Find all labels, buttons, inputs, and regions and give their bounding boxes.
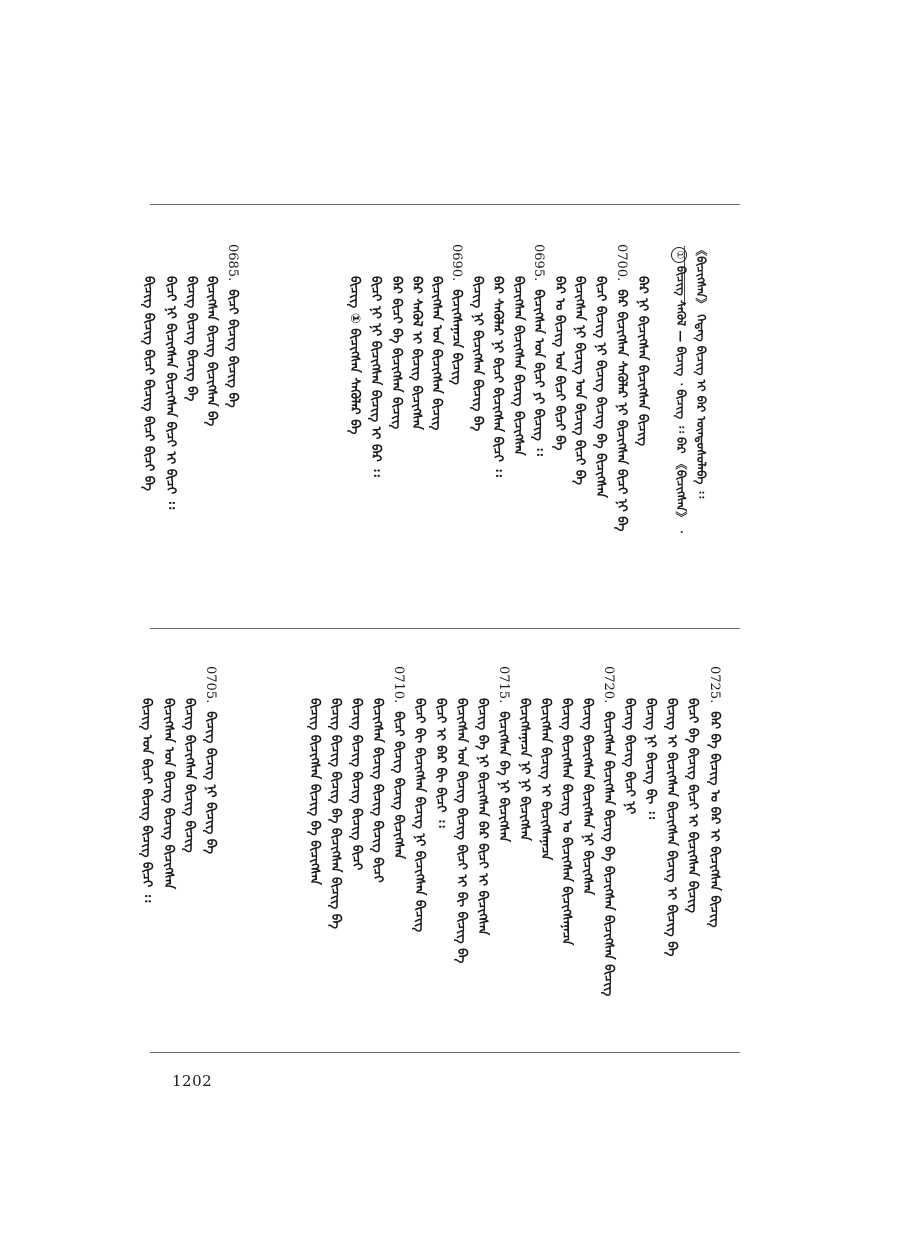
text-line (707, 666, 745, 928)
line-text: ᠪᠢᠴᠢᠭ ᠪᠡ ᠨᠢ ᠪᠢᠴᠢᠭᠰᠡᠨ ᠪᠠᠷ ᠪᠢᠴᠢ ᠢ ᠪᠢᠴᠢᠭᠰᠡᠨ (475, 698, 490, 936)
line-text: ᠪᠢᠴᠢᠭ ᠪᠢᠴᠢᠭ ᠪᠢᠴᠢ ᠪᠢᠴᠢᠭ ᠪᠢᠴᠢ ᠪᠢᠴᠢ ᠪᠡ (141, 276, 156, 491)
line-number: 0710. (391, 666, 406, 704)
line-text: ᠪᠢᠴᠢᠭ ① ᠪᠢᠴᠢᠭᠰᠡᠨ ᠰᠡᠭᠦᠯᠡᠷ ᠪᠡ (347, 276, 362, 435)
middle-rule (150, 628, 740, 629)
line-text: ᠪᠢᠴᠢᠭᠰᠡᠨ ᠪᠢᠴᠢᠭᠰᠡᠨ ᠪᠢᠴᠢᠭ ᠪᠡ ᠪᠢᠴᠢᠭᠰᠡᠨ ᠪᠢᠴᠢᠭᠰᠡᠨ ᠪᠢᠴᠢᠭ (601, 711, 616, 997)
line-text: ᠪᠢᠴᠢᠭᠰᠡᠨ ᠤᠨ ᠪᠢᠴᠢ ᠶᠢ ᠪᠢᠴᠢᠭ ᠄᠄ (531, 289, 546, 456)
line-number: 0705. (203, 666, 218, 704)
line-text: ᠪᠢᠴᠢᠭᠰᠡᠨ ᠤᠨ ᠪᠢᠴᠢᠭ ᠪᠢᠴᠢᠭ ᠪᠢᠴᠢᠭᠰᠡᠨ (161, 698, 176, 890)
line-text: ᠪᠢᠴᠢᠭ ᠪᠢᠴᠢᠭᠰᠡᠨ ᠪᠢᠴᠢᠭᠰᠡᠨ ᠨᠢ ᠪᠢᠴᠢᠭᠰᠡᠨ (580, 698, 595, 895)
line-text: ᠪᠢᠴᠢᠭᠰᠡᠨ ᠪᠢᠴᠢᠭ ᠢ ᠪᠢᠴᠢᠭᠰᠡᠨᠡᠴᠡ (538, 698, 553, 861)
footnote-text: ᠪᠢᠴᠢᠭ ᠰᠡᠭᠦᠯ — ᠪᠢᠴᠢᠭ ᠂ ᠪᠢᠴᠢᠭ ᠄᠄ ᠪᠠᠷ 《ᠪᠢᠴᠢᠭᠰᠡᠨ》 ᠂ (674, 266, 688, 533)
line-text: ᠪᠢᠴᠢᠭ ᠪᠢᠴᠢᠭᠰᠡᠨ ᠪᠢᠴᠢᠭ ᠪᠡ ᠪᠢᠴᠢᠭᠰᠡᠨ (307, 698, 322, 885)
line-text: ᠪᠢᠴᠢᠭ ᠪᠢᠴᠢᠭ ᠪᠢᠴᠢᠭ ᠪᠢᠴᠢᠭ ᠪᠢᠴᠢ (349, 698, 364, 871)
line-text: ᠪᠢᠴᠢ ᠪᠡ ᠪᠢᠴᠢᠭ ᠪᠢᠴᠢ ᠢ ᠪᠢᠴᠢᠭᠰᠡᠨ ᠪᠢᠴᠢᠭ (685, 698, 700, 913)
line-number: 0715. (496, 666, 511, 704)
line-text: ᠪᠢᠴᠢᠭᠰᠡᠨ ᠪᠢᠴᠢᠭ ᠪᠢᠴᠢᠭ ᠪᠢᠴᠢᠭ ᠪᠢᠴᠢ (370, 698, 385, 883)
line-text: ᠪᠢᠴᠢᠭ ᠨᠢ ᠪᠢᠴᠢᠭ ᠪᠢ ᠄᠄ (643, 698, 658, 820)
line-text: ᠪᠢᠴᠢᠭ ᠪᠢᠴᠢᠭ ᠪᠢᠴᠢᠭ ᠪᠡ ᠪᠢᠴᠢᠭᠰᠡᠨ ᠪᠢᠴᠢᠭ ᠪᠡ (328, 698, 343, 929)
line-number: 0700. (614, 244, 629, 282)
line-text: ᠪᠢᠴᠢ ᠪᠢ ᠪᠢᠴᠢᠭᠰᠡᠨ ᠪᠢᠴᠢᠭ ᠨᠢ ᠪᠢᠴᠢᠭᠰᠡᠨ ᠪᠢᠴᠢᠭ (412, 698, 427, 933)
line-number: 0695. (531, 244, 546, 282)
line-text: ᠪᠢᠴᠢᠭ ᠪᠢᠴᠢᠭᠰᠡᠨ ᠪᠢᠴᠢᠭ ᠤ ᠪᠢᠴᠢᠭᠰᠡᠨ ᠪᠢᠴᠢᠭᠰᠡᠨᠡᠴᠡ (559, 698, 574, 946)
line-text: ᠪᠠᠷ ᠰᠡᠭᠦᠯ ᠢ ᠪᠢᠴᠢᠭ ᠪᠢᠴᠢᠭᠰᠡᠨ (409, 276, 424, 430)
footnote-marker: ① (671, 247, 687, 263)
top-rule (150, 204, 740, 205)
line-text: ᠪᠠᠷ ᠪᠢᠴᠢ ᠪᠡ ᠪᠢᠴᠢᠭᠰᠡᠨ ᠪᠢᠴᠢᠭ (389, 276, 404, 430)
line-text: ᠪᠢᠴᠢ ᠢ ᠪᠠᠷ ᠪᠢ ᠪᠢᠴᠢ ᠄᠄ (433, 698, 448, 828)
bottom-rule (150, 1052, 740, 1053)
line-text: ᠪᠢᠴᠢᠭ ᠪᠢᠴᠢᠭ ᠪᠢᠴᠢᠭ ᠪᠡ (184, 276, 199, 402)
line-text: ᠪᠢᠴᠢᠭᠰᠡᠨ ᠤᠨ ᠪᠢᠴᠢᠭᠰᠡᠨ ᠪᠢᠴᠢᠭ (429, 276, 444, 431)
line-text: ᠪᠠᠷ ᠤ ᠪᠢᠴᠢᠭ ᠤᠨ ᠪᠢᠴᠢ ᠪᠢᠴᠢ ᠪᠡ (552, 276, 567, 451)
line-text: ᠪᠠᠷ ᠪᠢᠴᠢᠭᠰᠡᠨ ᠰᠡᠭᠦᠯᠡᠷ ᠨᠢ ᠪᠢᠴᠢᠭᠰᠡᠨ ᠪᠢᠴᠢ ᠨᠢ ᠪᠡ (614, 289, 629, 532)
line-text: ᠪᠢᠴᠢᠭ ᠪᠢᠴᠢᠭ ᠨᠢ ᠪᠢᠴᠢᠭ ᠪᠡ (203, 711, 218, 855)
line-text: ᠪᠢᠴᠢᠭᠰᠡᠨ ᠪᠢᠴᠢᠭ ᠪᠢᠴᠢᠭᠰᠡᠨ ᠪᠡ (204, 276, 219, 427)
text-line (635, 268, 673, 447)
line-number: 0690. (449, 244, 464, 282)
line-text: ᠪᠢᠴᠢᠭ ᠪᠢᠴᠢᠭᠰᠡᠨ ᠪᠢᠴᠢᠭ ᠪᠢᠴᠢᠭ (182, 698, 197, 853)
line-text: ᠪᠢᠴᠢ ᠨᠢ ᠪᠢᠴᠢᠭᠰᠡᠨ ᠪᠢᠴᠢᠭᠰᠡᠨ ᠪᠢᠴᠢ ᠢ ᠪᠢᠴᠢ ᠄᠄ (163, 276, 178, 510)
line-text: ᠪᠢᠴᠢᠭᠰᠡᠨ ᠤᠨ ᠪᠢᠴᠢᠭ ᠪᠢᠴᠢᠭ ᠪᠢᠴᠢ ᠢ ᠪᠢ ᠪᠢᠴᠢᠭ ᠪᠡ (454, 698, 469, 964)
line-text: ᠪᠢᠴᠢᠭᠰᠡᠨ ᠪᠡ ᠨᠢ ᠪᠢᠴᠢᠭᠰᠡᠨ (496, 711, 511, 843)
text-line (643, 690, 681, 820)
line-text: ᠪᠢᠴᠢᠭᠰᠡᠨ ᠨᠢ ᠪᠢᠴᠢᠭ ᠤᠨ ᠪᠢᠴᠢᠭ ᠪᠢᠴᠢ ᠪᠡ (572, 276, 587, 485)
footnote-title: 《ᠪᠢᠴᠢᠭᠰᠡᠨ》 ᠭᠡᠳᠡᠭ ᠪᠢᠴᠢᠭ᠌ ᠢ ᠪᠠᠷ ᠦᠨᠳᠦᠰᠦᠯᠡᠪᠡ ᠄᠄ (694, 244, 708, 499)
line-text: ᠪᠢᠴᠢᠭᠰᠡᠨᠡᠴᠡ ᠨᠢ ᠨᠢ ᠪᠢᠴᠢᠭᠰᠡᠨ (517, 698, 532, 841)
footnote-title-column (694, 244, 729, 499)
line-text: ᠪᠢᠴᠢᠭ ᠢ ᠪᠢᠴᠢᠭᠰᠡᠨ ᠪᠢᠴᠢᠭᠰᠡᠨ ᠪᠢᠴᠢᠭ ᠢ ᠪᠢᠴᠢᠭ ᠪᠡ (664, 698, 679, 957)
line-text: ᠪᠠᠷ ᠰᠡᠭᠦᠯᠡᠷ ᠨᠢ ᠪᠢᠴᠢ ᠪᠢᠴᠢᠭᠰᠡᠨ ᠪᠢᠴᠢ ᠄᠄ (490, 276, 505, 477)
line-text: ᠪᠢᠴᠢᠭ ᠪᠢᠴᠢᠭ ᠪᠢᠴᠢ ᠨᠢ (622, 698, 637, 815)
line-number: 0720. (601, 666, 616, 704)
line-text: ᠪᠠᠷ ᠨᠢ ᠪᠢᠴᠢᠭᠰᠡᠨ ᠪᠢᠴᠢᠭᠰᠡᠨ ᠪᠢᠴᠢᠭ (635, 276, 650, 447)
line-text: ᠪᠢᠴᠢᠭ ᠨᠢ ᠪᠢᠴᠢᠭᠰᠡᠨ ᠪᠢᠴᠢᠭ ᠪᠡ (470, 276, 485, 432)
text-line (225, 244, 263, 408)
line-text: ᠪᠢᠴᠢ ᠪᠢᠴᠢᠭ ᠪᠢᠴᠢᠭ ᠪᠢᠴᠢᠭᠰᠡᠨ (391, 711, 406, 860)
text-line (433, 690, 471, 828)
line-text: ᠪᠢᠴᠢᠭ ᠤᠨ ᠪᠢᠴᠢ ᠪᠢᠴᠢᠭ ᠪᠢᠴᠢᠭ ᠪᠢᠴᠢ ᠄᠄ (139, 698, 154, 903)
line-number: 0685. (225, 244, 240, 282)
line-text: ᠪᠢᠴᠢ ᠪᠢᠴᠢᠭ ᠨᠢ ᠪᠢᠴᠢᠭ ᠪᠢᠴᠢᠭ ᠪᠡ ᠪᠢᠴᠢᠭᠰᠡᠨ (593, 276, 608, 498)
line-text: ᠪᠢᠴᠢ ᠪᠢᠴᠢᠭ ᠪᠢᠴᠢᠭ ᠪᠡ (225, 289, 240, 408)
line-text: ᠪᠢᠴᠢ ᠨᠢ ᠨᠢ ᠪᠢᠴᠢᠭᠰᠡᠨ ᠪᠢᠴᠢᠭ ᠢ ᠪᠠᠷ ᠄᠄ (368, 276, 383, 477)
page-number: 1202 (172, 1072, 213, 1090)
line-number: 0725. (707, 666, 722, 704)
line-text: ᠪᠠᠷ ᠪᠡ ᠪᠢᠴᠢᠭ ᠤ ᠪᠠᠷ ᠢ ᠪᠢᠴᠢᠭᠰᠡᠨ ᠪᠢᠴᠢᠭ (707, 711, 722, 928)
line-text: ᠪᠢᠴᠢᠭᠰᠡᠨ ᠪᠢᠴᠢᠭᠰᠡᠨ ᠪᠢᠴᠢᠭ ᠪᠢᠴᠢᠭᠰᠡᠨ (511, 276, 526, 456)
text-line (203, 666, 241, 855)
line-text: ᠪᠢᠴᠢᠭᠰᠡᠨᠡᠴᠡ ᠪᠢᠴᠢᠭ (449, 289, 464, 385)
